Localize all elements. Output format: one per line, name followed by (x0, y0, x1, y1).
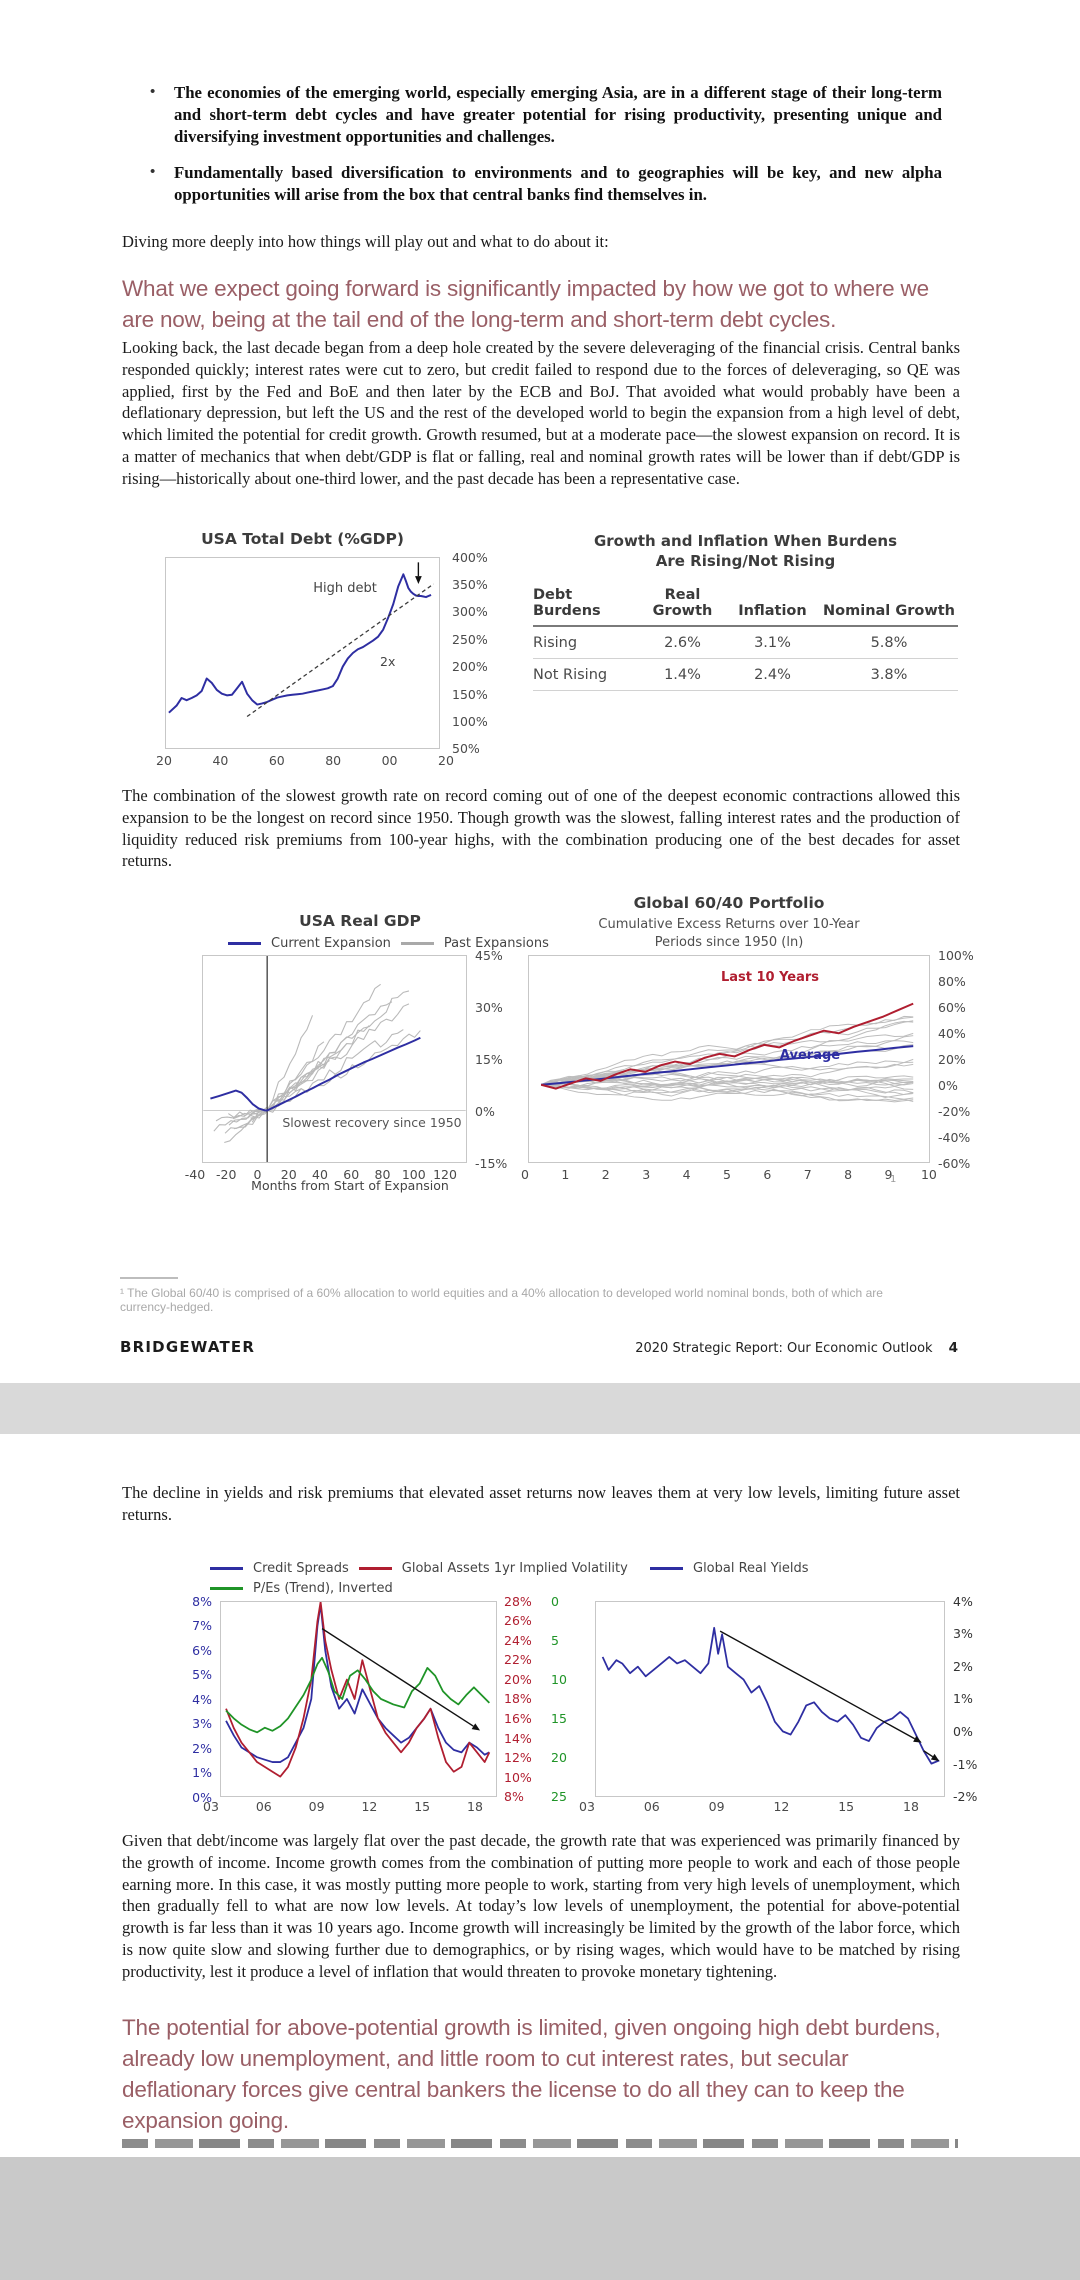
axis-tick-label: 7 (803, 1167, 812, 1182)
axis-tick-label: 03 (203, 1799, 219, 1814)
axis-tick-label: -60% (938, 1155, 971, 1171)
axis-tick-label: 100% (452, 714, 488, 730)
axis-tick-label: 7% (192, 1618, 212, 1633)
axis-tick-label: 24% (504, 1632, 532, 1648)
axis-tick-label: 30% (475, 999, 503, 1015)
axis-tick-label: 9 (884, 1167, 893, 1182)
legend-swatch-implied-volatility (359, 1567, 392, 1570)
axis-tick-label: 40 (212, 753, 229, 768)
axis-tick-label: 20 (280, 1167, 297, 1182)
legend-global-real-yields (650, 1561, 808, 1576)
y-axis-credit-spreads (168, 1593, 212, 1805)
bullet-text: The economies of the emerging world, especially emerging Asia, are in a different stage of their long-term and short-term debt cycles and have greater potential for rising productivity, presenting unique and diversifying investment opportunities and challenges. (174, 83, 942, 146)
axis-tick-label: 2% (192, 1740, 212, 1756)
axis-tick-label: 0 (551, 1593, 559, 1609)
legend-label: Credit Spreads (253, 1561, 349, 1576)
axis-tick-label: 60% (938, 999, 966, 1015)
axis-tick-label: 6 (763, 1167, 772, 1182)
axis-tick-label: 3 (642, 1167, 651, 1182)
axis-tick-label: 6% (192, 1642, 212, 1658)
table-cell: 5.8% (820, 627, 958, 659)
axis-tick-label: 80% (938, 973, 966, 989)
axis-tick-label: -15% (475, 1155, 508, 1171)
axis-tick-label: 4 (682, 1167, 691, 1182)
axis-tick-label: 5% (192, 1667, 212, 1682)
bullet-glyph: • (150, 84, 156, 100)
axis-tick-label: 200% (452, 659, 488, 675)
page-divider (0, 1383, 1080, 1434)
legend-label: Global Real Yields (693, 1561, 809, 1576)
axis-tick-label: 10 (551, 1671, 567, 1687)
axis-tick-label: 20 (438, 753, 454, 768)
axis-tick-label: 300% (452, 604, 488, 620)
table-cell: 1.4% (640, 659, 725, 691)
report-title: 2020 Strategic Report: Our Economic Outlook (635, 1341, 933, 1356)
axis-tick-label: 0 (521, 1167, 529, 1182)
axis-tick-label: 40 (312, 1167, 328, 1182)
body-paragraph: Given that debt/income was largely flat over the past decade, the growth rate that was experienced was primarily financed by the growth of income. Income growth comes from the combination of putting more people to work and each of those people earning more. In this case, it was mostly putting more people to work, starting from very high levels of unemployment, which then gradually fell to what are now low levels. At today’s low levels of unemployment, the potential for above-potential growth is far less than it was 10 years ago. Income growth will increasingly be limited by the growth of the labor force, which is now quite slow and slowing further due to demographics, or by rising wages, which would have to be matched by rising productivity, lest it produce a level of inflation that would threaten to provoke monetary tightening. (122, 1831, 960, 1981)
axis-tick-label: -20 (216, 1167, 237, 1182)
axis-tick-label: 22% (504, 1652, 532, 1668)
axis-tick-label: 40% (938, 1025, 966, 1041)
footnote-rule (120, 1277, 178, 1279)
axis-tick-label: 26% (504, 1613, 532, 1629)
legend-spreads-vol-row2 (210, 1581, 393, 1596)
axis-tick-label: 5 (722, 1167, 731, 1182)
legend-swatch-pes-inverted (210, 1587, 243, 1590)
clipped-text-line (122, 2139, 958, 2148)
body-paragraph: The decline in yields and risk premiums that elevated asset returns now leaves them at very low levels, limiting future asset returns. (122, 1483, 960, 1524)
axis-tick-label: 3% (192, 1716, 212, 1731)
axis-tick-label: 250% (452, 631, 488, 647)
legend-swatch-credit-spreads (210, 1567, 243, 1570)
chart-title-usa-real-gdp: USA Real GDP (299, 912, 421, 930)
intro-line: Diving more deeply into how things will play out and what to do about it: (122, 232, 609, 251)
section-heading: What we expect going forward is significantly impacted by how we got to where we are now, being at the tail end of the long-term and short-term debt cycles. (122, 276, 929, 332)
axis-tick-label: 20 (156, 753, 172, 768)
chart-subtitle-line2: Periods since 1950 (ln) (654, 935, 804, 950)
legend-spreads-vol-row1 (210, 1561, 628, 1576)
axis-tick-label: 20% (938, 1051, 966, 1067)
axis-tick-label: 20 (551, 1750, 567, 1766)
axis-tick-label: 18% (504, 1691, 532, 1707)
axis-tick-label: 2 (601, 1167, 610, 1182)
table-cell: 2.6% (640, 627, 725, 659)
legend-label: Current Expansion (271, 936, 391, 951)
axis-tick-label: -40 (184, 1167, 206, 1182)
axis-tick-label: 14% (504, 1730, 532, 1746)
chart-spreads-vol-pes (220, 1601, 497, 1797)
legend-swatch-global-real-yields (650, 1567, 683, 1570)
x-axis-usa-total-debt (156, 753, 454, 768)
axis-tick-label: 09 (308, 1799, 325, 1814)
axis-tick-label: 10 (920, 1167, 937, 1182)
chart-title-usa-total-debt: USA Total Debt (%GDP) (201, 530, 404, 548)
axis-tick-label: 4% (192, 1691, 212, 1707)
axis-tick-label: 0% (475, 1103, 495, 1119)
axis-tick-label: -2% (953, 1789, 978, 1805)
annotation-high-debt: High debt (313, 581, 377, 596)
axis-tick-label: 4% (953, 1593, 973, 1609)
bullet-item (150, 82, 942, 147)
axis-tick-label: 80 (325, 753, 342, 768)
table-header: Real Growth (640, 581, 725, 627)
body-paragraph: Looking back, the last decade began from a deep hole created by the severe deleveraging of the financial crisis. Central banks responded quickly; interest rates were cut to zero, but credit failed to respond due to the forces of deleveraging, so QE was applied, first by the Fed and BoE and then later by the ECB and BoJ. That avoided what would probably have been a deflationary depression, but left the US and the rest of the developed world to begin the expansion from a high level of debt, which limited the potential for credit growth. Growth resumed, but at a moderate pace—the slowest expansion on record. It is a matter of mechanics that when debt/GDP is flat or falling, real and nominal growth rates will be lower than if debt/GDP is rising—historically about one-third lower, and the past decade has been a representative case. (122, 338, 960, 488)
axis-tick-label: 28% (504, 1593, 532, 1609)
axis-tick-label: -1% (953, 1756, 978, 1772)
chart-global-real-yields (595, 1601, 945, 1797)
axis-tick-label: 06 (255, 1799, 272, 1814)
axis-tick-label: 100% (938, 947, 974, 963)
annotation-last-10-years: Last 10 Years (720, 970, 820, 985)
table-cell: Rising (533, 627, 640, 659)
axis-tick-label: 60 (343, 1167, 360, 1182)
axis-tick-label: 18 (467, 1799, 483, 1814)
legend-label: P/Es (Trend), Inverted (253, 1581, 393, 1596)
annotation-2x: 2x (380, 654, 396, 669)
axis-tick-label: 16% (504, 1711, 532, 1727)
growth-inflation-table (533, 531, 958, 691)
y-axis-global-6040 (938, 947, 988, 1171)
axis-tick-label: 18 (903, 1799, 919, 1814)
table-cell: 3.1% (725, 627, 820, 659)
legend-label: Global Assets 1yr Implied Volatility (401, 1561, 628, 1576)
axis-tick-label: 12 (773, 1799, 790, 1814)
x-axis-global-real-yields (579, 1799, 919, 1814)
axis-tick-label: 0% (192, 1789, 212, 1805)
axis-tick-label: 120 (433, 1167, 457, 1182)
axis-tick-label: 00 (381, 753, 398, 768)
y-axis-usa-total-debt (452, 549, 498, 757)
android-navigation-bar (0, 2157, 1080, 2280)
axis-tick-label: 8% (192, 1593, 212, 1609)
table-cell: 3.8% (820, 659, 958, 691)
axis-tick-label: 3% (953, 1626, 973, 1642)
axis-tick-label: 2% (953, 1658, 973, 1674)
axis-tick-label: 1% (953, 1691, 973, 1707)
table-title-line2: Are Rising/Not Rising (655, 552, 836, 570)
axis-tick-label: 10% (504, 1769, 532, 1785)
axis-tick-label: 03 (579, 1799, 595, 1814)
axis-tick-label: 8 (844, 1167, 853, 1182)
footer-report-info (635, 1340, 958, 1356)
bullet-text: Fundamentally based diversification to environments and to geographies will be key, and new alpha opportunities will arise from the box that central banks find themselves in. (174, 163, 942, 205)
bullet-list (150, 82, 942, 221)
legend-swatch-current-expansion (228, 942, 261, 945)
chart-usa-real-gdp (202, 955, 467, 1163)
annotation-average: Average (779, 1048, 841, 1063)
axis-tick-label: 0% (938, 1077, 958, 1093)
axis-tick-label: 60 (268, 753, 285, 768)
axis-tick-label: 100 (401, 1167, 426, 1182)
axis-tick-label: 1 (561, 1167, 570, 1182)
y-axis-usa-real-gdp (475, 947, 519, 1171)
body-paragraph: The combination of the slowest growth rate on record coming out of one of the deepest economic contractions allowed this expansion to be the longest on record since 1950. Though growth was the slowest, falling interest rates and the production of liquidity reduced risk premiums from 100-year highs, with the combination producing one of the best decades for asset returns. (122, 786, 960, 871)
annotation-slowest-recovery: Slowest recovery since 1950 (282, 1115, 462, 1130)
axis-tick-label: 25 (551, 1789, 567, 1805)
axis-tick-label: 06 (643, 1799, 660, 1814)
axis-tick-label: 0 (253, 1167, 262, 1182)
axis-tick-label: 09 (708, 1799, 725, 1814)
axis-tick-label: 12% (504, 1750, 532, 1766)
brand-logo: BRIDGEWATER (120, 1338, 256, 1356)
axis-tick-label: 45% (475, 947, 503, 963)
axis-tick-label: 12 (361, 1799, 378, 1814)
x-axis-global-6040 (521, 1167, 937, 1182)
table-title-line1: Growth and Inflation When Burdens (593, 532, 898, 550)
axis-tick-label: 350% (452, 576, 488, 592)
axis-tick-label: 20% (504, 1671, 532, 1687)
axis-tick-label: -20% (938, 1103, 971, 1119)
axis-tick-label: 1% (192, 1765, 212, 1780)
axis-tick-label: -40% (938, 1129, 971, 1145)
bullet-item (150, 162, 942, 206)
chart-title-global-6040: Global 60/40 Portfolio (633, 894, 825, 912)
table-cell: Not Rising (533, 659, 640, 691)
axis-tick-label: 8% (504, 1789, 524, 1805)
legend-label: Past Expansions (443, 936, 549, 951)
y-axis-implied-volatility (504, 1593, 544, 1805)
y-axis-global-real-yields (953, 1593, 999, 1805)
footnote-text: ¹ The Global 60/40 is comprised of a 60% allocation to world equities and a 40% allocation to developed world nominal bonds, both of which are currency-hedged. (120, 1286, 883, 1314)
y-axis-pes-inverted (551, 1593, 575, 1805)
table-header: Debt Burdens (533, 581, 640, 627)
axis-tick-label: 15 (838, 1799, 855, 1814)
axis-tick-label: 400% (452, 549, 488, 565)
axis-tick-label: 0% (953, 1724, 973, 1740)
footnote-marker: 1 (890, 1174, 897, 1185)
section-heading: The potential for above-potential growth is limited, given ongoing high debt burdens, already low unemployment, and little room to cut interest rates, but secular deflationary forces give central bankers the license to do all they can to keep the expansion going. (122, 2015, 941, 2133)
axis-tick-label: 5 (551, 1632, 559, 1648)
table-header: Inflation (725, 581, 820, 627)
x-axis-spreads-vol (203, 1799, 483, 1814)
axis-tick-label: 15 (414, 1799, 431, 1814)
legend-swatch-past-expansions (401, 942, 434, 945)
axis-tick-label: 150% (452, 686, 488, 702)
bullet-glyph: • (150, 164, 156, 181)
table-cell: 2.4% (725, 659, 820, 691)
chart-subtitle-line1: Cumulative Excess Returns over 10-Year (598, 917, 860, 932)
axis-tick-label: 50% (452, 741, 480, 757)
x-axis-label-months: Months from Start of Expansion (251, 1178, 449, 1193)
axis-tick-label: 80 (374, 1167, 391, 1182)
table-header: Nominal Growth (820, 581, 958, 627)
axis-tick-label: 15 (551, 1711, 567, 1727)
page-number: 4 (948, 1340, 958, 1356)
axis-tick-label: 15% (475, 1051, 503, 1067)
